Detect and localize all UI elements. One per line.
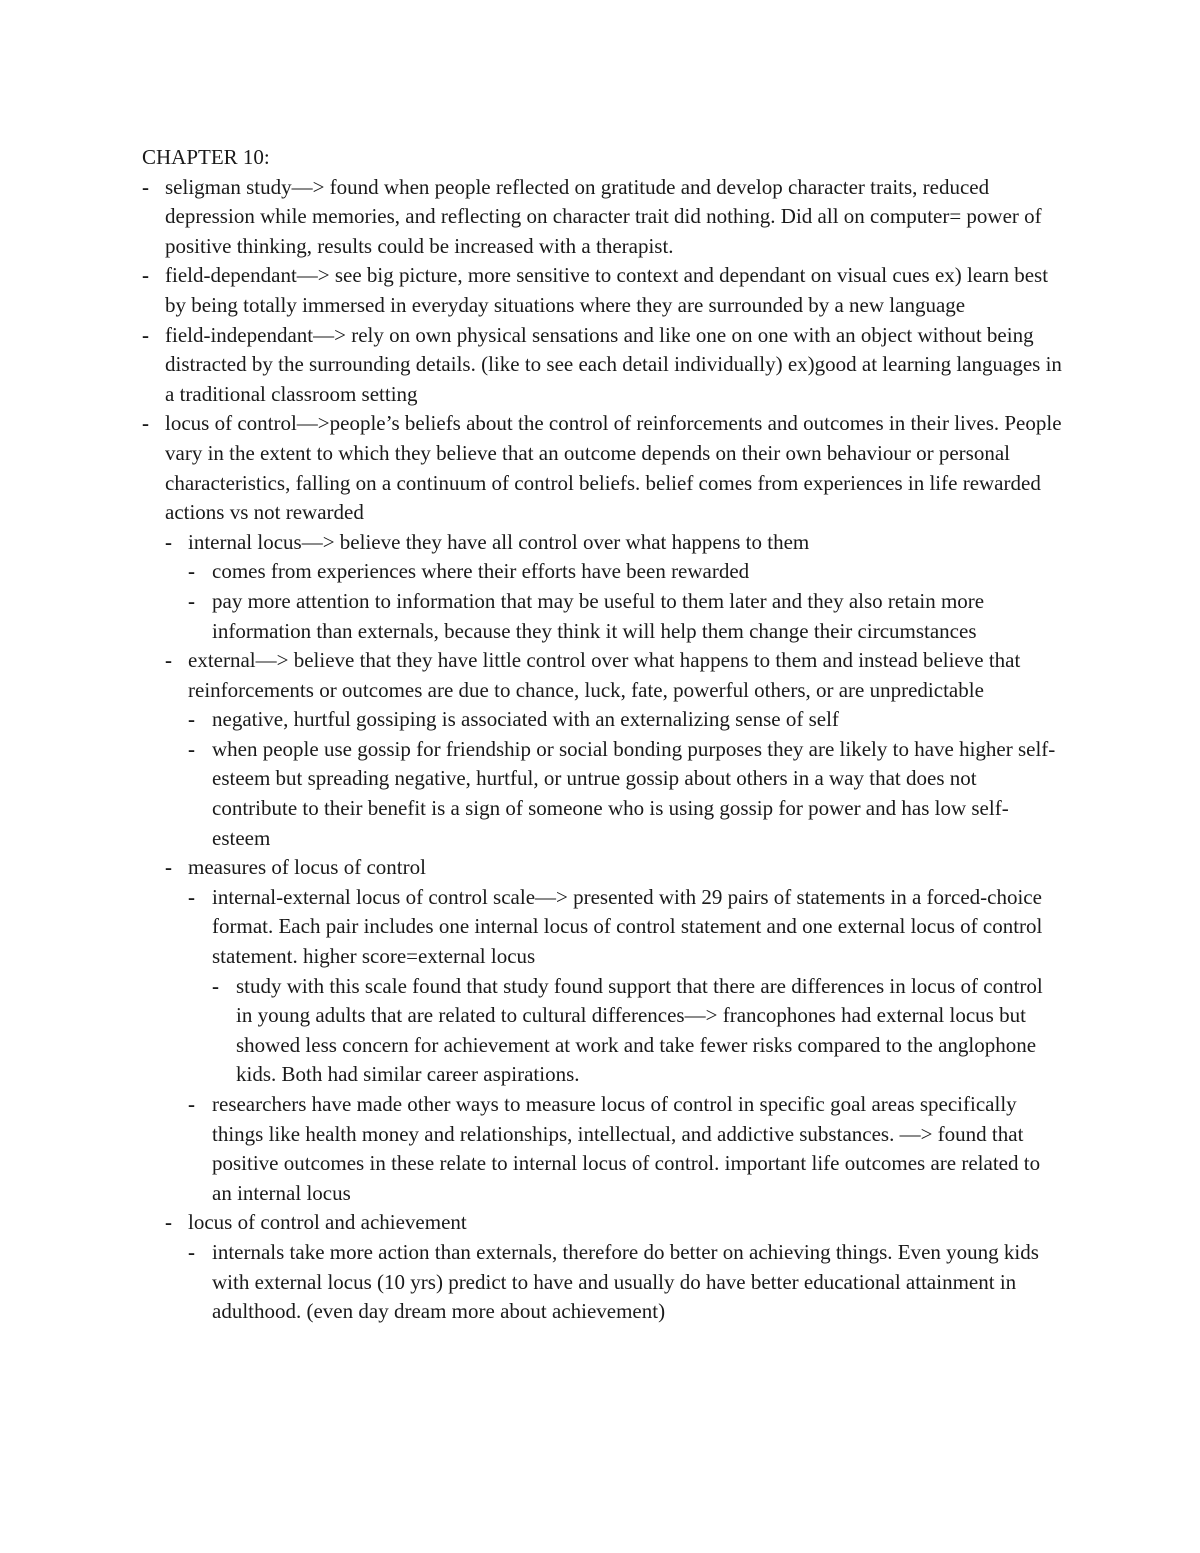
list-item-text: study with this scale found that study found support that there are differences in locus of control in young adults that are related to cultural differences—> francophones had external locus but showed less concern for achievement at work and take fewer risks compared to the anglophone kids. Both had similar career aspirations. — [236, 973, 1043, 1087]
document-body — [142, 143, 1062, 1327]
list-item — [142, 557, 1062, 587]
list-item — [142, 321, 1062, 410]
list-item-text: negative, hurtful gossiping is associated with an externalizing sense of self — [212, 707, 839, 732]
list-item-text: field-independant—> rely on own physical sensations and like one on one with an object without being distracted by the surrounding details. (like to see each detail individually) ex)good at learning languages in a traditional classroom setting — [165, 322, 1062, 406]
bullet-dash-icon: - — [188, 1239, 195, 1264]
list-item-text: pay more attention to information that may be useful to them later and they also retain more information than externals, because they think it will help them change their circumstances — [212, 588, 985, 643]
bullet-dash-icon: - — [165, 855, 172, 880]
list-item — [142, 1090, 1062, 1208]
list-item — [142, 883, 1062, 972]
list-item — [142, 705, 1062, 735]
list-item — [142, 1238, 1062, 1327]
list-item — [142, 853, 1062, 883]
bullet-dash-icon: - — [188, 736, 195, 761]
bullet-dash-icon: - — [142, 411, 149, 436]
bullet-dash-icon: - — [142, 174, 149, 199]
bullet-dash-icon: - — [188, 884, 195, 909]
list-item — [142, 409, 1062, 527]
list-item-text: locus of control and achievement — [188, 1210, 467, 1235]
list-item-text: internals take more action than externals, therefore do better on achieving things. Even young kids with external locus (10 yrs) predict to have and usually do have better educational attainment in adulthood. (even day dream more about achievement) — [212, 1239, 1039, 1324]
bullet-dash-icon: - — [142, 322, 149, 347]
bullet-dash-icon: - — [212, 973, 219, 998]
list-item-text: locus of control—>people’s beliefs about the control of reinforcements and outcomes in their lives. People vary in the extent to which they believe that an outcome depends on their own behaviour or personal characteristics, falling on a continuum of control beliefs. belief comes from experiences in life rewarded actions vs not rewarded — [165, 411, 1062, 525]
bullet-dash-icon: - — [142, 263, 149, 288]
list-item-text: measures of locus of control — [188, 855, 426, 880]
notes-list — [142, 173, 1062, 1327]
bullet-dash-icon: - — [188, 559, 195, 584]
list-item-text: internal-external locus of control scale—> presented with 29 pairs of statements in a forced-choice format. Each pair includes one internal locus of control statement and one external locus of control statement. higher score=external locus — [212, 884, 1043, 969]
bullet-dash-icon: - — [188, 1092, 195, 1116]
bullet-dash-icon: - — [188, 588, 195, 613]
list-item — [142, 1208, 1062, 1238]
list-item-text: when people use gossip for friendship or social bonding purposes they are likely to have higher self-esteem but spreading negative, hurtful, or untrue gossip about others in a way that does not contribute to their benefit is a sign of someone who is using gossip for power and has low self-esteem — [212, 736, 1056, 850]
list-item — [142, 587, 1062, 646]
list-item — [142, 261, 1062, 320]
list-item — [142, 735, 1062, 853]
list-item-text: internal locus—> believe they have all control over what happens to them — [188, 529, 810, 554]
list-item — [142, 528, 1062, 558]
list-item — [142, 646, 1062, 705]
list-item-text: external—> believe that they have little control over what happens to them and instead believe that reinforcements or outcomes are due to chance, luck, fate, powerful others, or are unpredictable — [188, 648, 1021, 702]
bullet-dash-icon: - — [165, 648, 172, 673]
list-item — [142, 173, 1062, 262]
bullet-dash-icon: - — [165, 529, 172, 554]
list-item-text: comes from experiences where their efforts have been rewarded — [212, 559, 750, 584]
list-item-text: seligman study—> found when people reflected on gratitude and develop character traits, reduced depression while memories, and reflecting on character trait did nothing. Did all on computer= power of positive thinking, results could be increased with a therapist. — [165, 174, 1042, 258]
list-item-text: researchers have made other ways to measure locus of control in specific goal areas specifically things like health money and relationships, intellectual, and addictive substances. —> found that positive outcomes in these relate to internal locus of control. important life outcomes are related to an internal locus — [212, 1092, 1041, 1205]
bullet-dash-icon: - — [165, 1210, 172, 1235]
bullet-dash-icon: - — [188, 707, 195, 732]
list-item-text: field-dependant—> see big picture, more sensitive to context and dependant on visual cues ex) learn best by being totally immersed in everyday situations where they are surrounded by a new language — [165, 263, 1049, 317]
list-item — [142, 972, 1062, 1090]
chapter-heading: CHAPTER 10: — [142, 145, 270, 169]
